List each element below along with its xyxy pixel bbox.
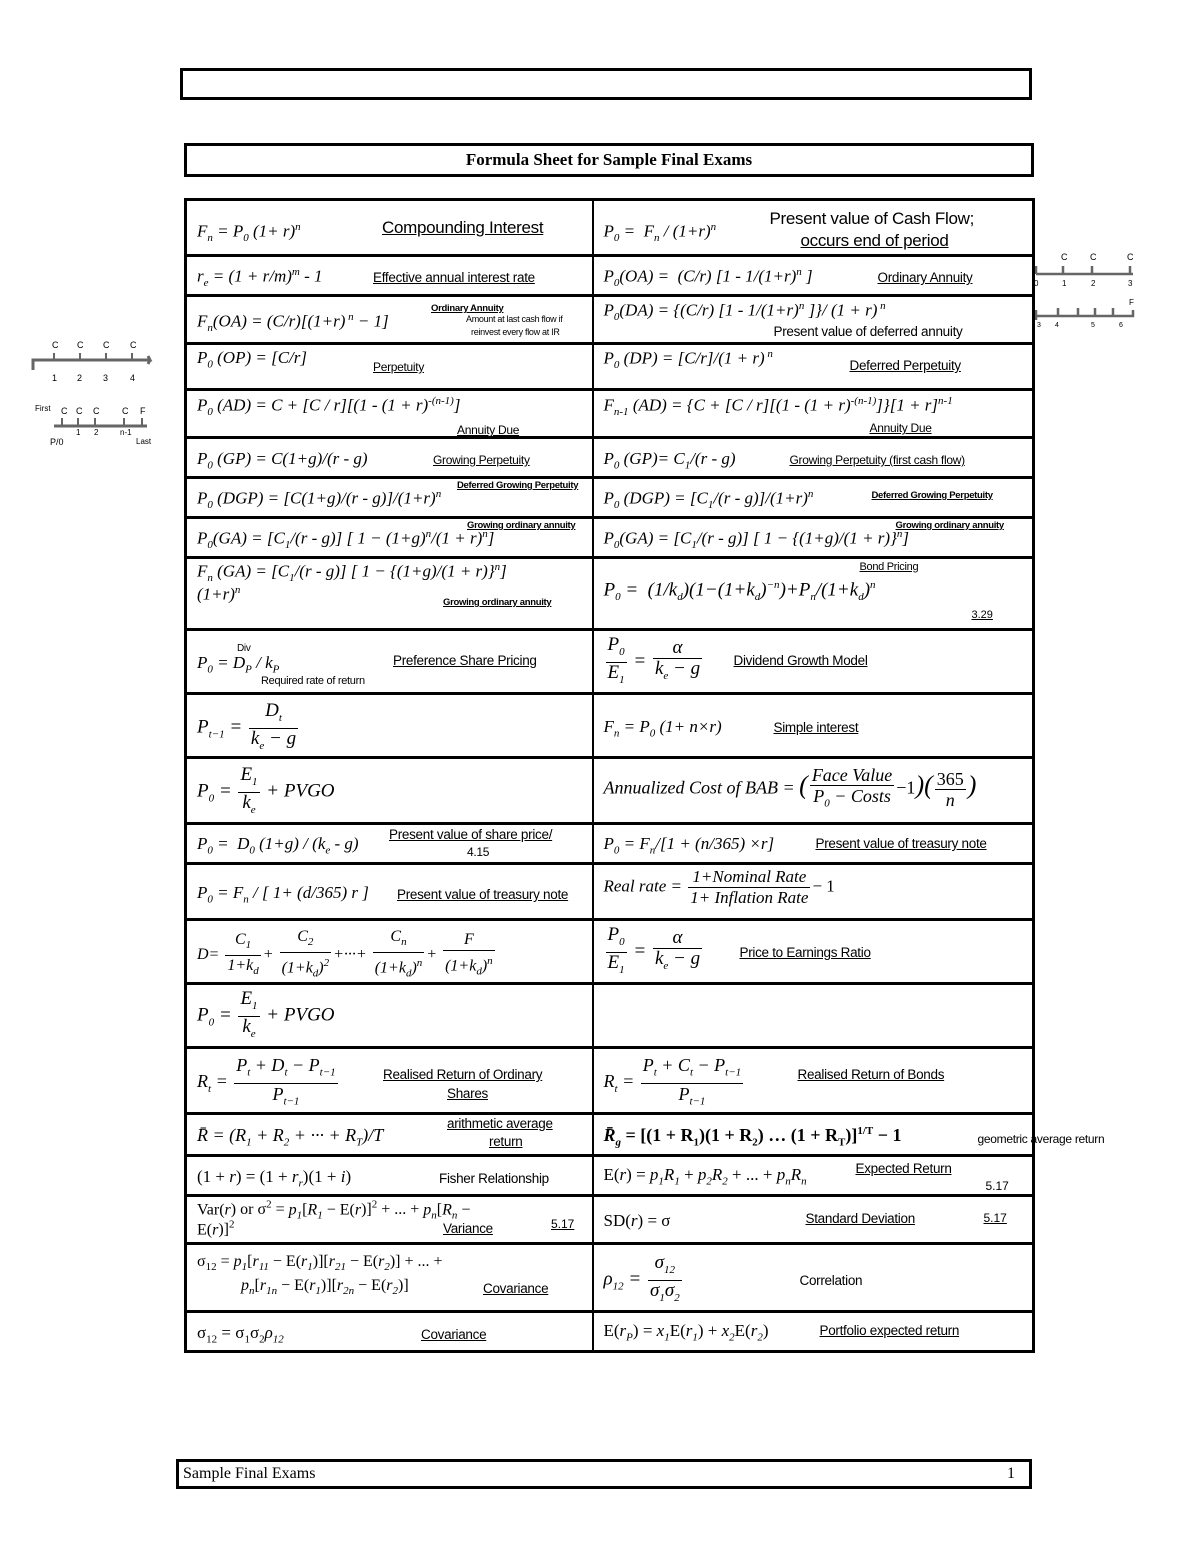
table-row: $P_0$ (OP) = [C/r] Perpetuity $P_0$ (DP) = [C/r]/(1 + r) $^n$ Deferred Perpetuity: [186, 344, 1034, 390]
table-row: [186, 200, 1034, 256]
table-row: Var(r) or $\sigma^2 = p_1[R_1 - E(r)]^2$ + ... + $p_n[R_n$ − E(r)]$^2$ Variance 5.17 SD(r) = σ Standard Deviation 5.17: [186, 1196, 1034, 1244]
page-number: 1: [1007, 1465, 1015, 1482]
footer-title: Sample Final Exams: [183, 1465, 316, 1482]
table-row: $P_0$ = $\frac{E_1}{k_e}$ + PVGO Annualized Cost of BAB = ( $\frac{\text{Face Value}}{P_0 - Costs}$ −1)( $\frac{365}{n}$ ): [186, 758, 1034, 824]
table-row: $P_0$ $(AD) = C + [C / r][(1 - (1 + r)^{-(n-1)}]$ Annuity Due $F_{n-1}$ $(AD) = \{C + [C / r][(1 - (1 + r)^{-(n-1)}]\}[1 + r]^{n-1}$ Annuity Due: [186, 390, 1034, 438]
formula-present-value: $P_0 = F_n / (1+r)^n$ Present value of Cash Flow; occurs end of period: [593, 200, 1034, 256]
table-row: R̄ = ($R_1 + R_2$ + ··· + $R_T)/T$ arithmetic average return $R̄_g = [(1 + R_1)(1 + R_2)$ … $(1 + R_T)]^{1/T} - 1$ geometric average return: [186, 1114, 1034, 1156]
table-row: $P_0(GA) = [C_1/(r - g)]$ [ $1 - (1+g)^n/(1 + r)^n$] Growing ordinary annuity $P_0(GA) = [C_1/(r - g)]$ [ $1 - \{(1+g)/(1 + r)\}^n$] Growing ordinary annuity: [186, 518, 1034, 558]
table-row: D= $\frac{C_1}{1+k_d}$ + $\frac{C_2}{(1+k_d)^2}$ +···+ $\frac{C_n}{(1+k_d)^n}$ + $\frac{F}{(1+k_d)^n}$ $\frac{P_0}{E_1}$ = $\frac{\alpha}{k_e - g}$ Price to Earnings Ratio: [186, 920, 1034, 984]
table-row: $P_0 = F_n$ / [ 1+ (d/365) r ] Present value of treasury note Real rate = $\frac{\text{1+Nominal Rate}}{\text{1+ Inflation Rate}}$ − 1: [186, 864, 1034, 920]
table-row: $\sigma_{12} = \sigma_1\sigma_2\rho_{12}$ Covariance $E(r_P) = x_1E(r_1) + x_2E(r_2)$ Portfolio expected return: [186, 1312, 1034, 1352]
page-title: Formula Sheet for Sample Final Exams: [184, 143, 1034, 177]
table-row: $P_0$ (GP) = C(1+g)/(r - g) Growing Perpetuity $P_0$ $(GP)= C_1/(r - g)$ Growing Perpetuity (first cash flow): [186, 438, 1034, 478]
timeline-sketch-deferred-annuity: F 3 4 5 6: [1037, 298, 1134, 329]
table-row: $F_n(OA) = (C/r)[(1+r) ^n - 1]$ Ordinary Annuity Amount at last cash flow if reinvest every flow at IR $P_0(DA) = \{(C/r)$ [$1 - 1/(1+r)^n$ ]}/ (1 + r) $^n$ Present value of deferred annuity: [186, 296, 1034, 344]
page-footer: [176, 1459, 1032, 1489]
timeline-line: [30, 350, 160, 374]
table-row: Div $P_0 = D_P / k_P$ Preference Share Pricing Required rate of return $\frac{P_0}{E_1}$ = $\frac{\alpha}{k_e - g}$ Dividend Growth Model: [186, 630, 1034, 694]
timeline-sketch-perpetuity: C C C C 1 2 3 4: [30, 336, 160, 386]
table-row: $P_{t-1}$ = $\frac{D_t}{k_e - g}$ $F_n = P_0$ (1+ n×r) Simple interest: [186, 694, 1034, 758]
table-row: $F_n$ $(GA) = [C_1/(r - g)]$ [ $1 - \{(1+g)/(1 + r)\}^n$] $(1+r)^n$ Growing ordinary annuity Bond Pricing $P_0 = (1/k_d)(1-(1+k_d)^{-n})+P_n/(1+k_d)^n$ 3.29: [186, 558, 1034, 630]
label-compounding: Compounding Interest: [382, 218, 544, 237]
table-row: $P_0$ $(DGP) = [C(1+g)/(r - g)]/(1+r)^n$ Deferred Growing Perpetuity $P_0$ $(DGP) = [C_1/(r - g)]/(1+r)^n$ Deferred Growing Perpetuity: [186, 478, 1034, 518]
timeline-sketch-ordinary-annuity: C C C 0 1 2 3: [1034, 252, 1134, 288]
table-row: $(1 + r) = (1 + r_r)(1 + i)$ Fisher Relationship $E(r) = p_1R_1 + p_2R_2$ + ... + $p_nR_n$ Expected Return 5.17: [186, 1156, 1034, 1196]
table-row: $P_0$ = $\frac{E_1}{k_e}$ + PVGO: [186, 984, 1034, 1048]
timeline-sketch-annuity-due: First C C C C F 1 2 n-1 P/0 Last: [35, 404, 152, 447]
formula-compounding: $F_n = P_0$ $(1+ r)^n$ Compounding Interest: [186, 200, 593, 256]
table-row: $R_t$ = $\frac{P_t + D_t - P_{t-1}}{P_{t-1}}$ Realised Return of Ordinary Shares $R_t$ = $\frac{P_t + C_t - P_{t-1}}{P_{t-1}}$ Realised Return of Bonds: [186, 1048, 1034, 1114]
table-row: $P_0 = D_0$ $(1+g) / (k_e - g)$ Present value of share price/ 4.15 $P_0 = F_n/[1 + (n/365) \times r]$ Present value of treasury note: [186, 824, 1034, 864]
table-row: $\sigma_{12} = p_1[r_{11} - E(r_1)][r_{21} - E(r_2)]$ + ... + $p_n[r_{1n} - E(r_1)][r_{2n} - E(r_2)]$ Covariance $\rho_{12}$ = $\frac{\sigma_{12}}{\sigma_1\sigma_2}$ Correlation: [186, 1244, 1034, 1312]
table-row: $r_e = (1 + r/m)^m - 1$ Effective annual interest rate $P_0(OA) = (C/r)$ [$1 - 1/(1+r)^n$ ] Ordinary Annuity: [186, 256, 1034, 296]
top-blank-box: [180, 68, 1032, 100]
